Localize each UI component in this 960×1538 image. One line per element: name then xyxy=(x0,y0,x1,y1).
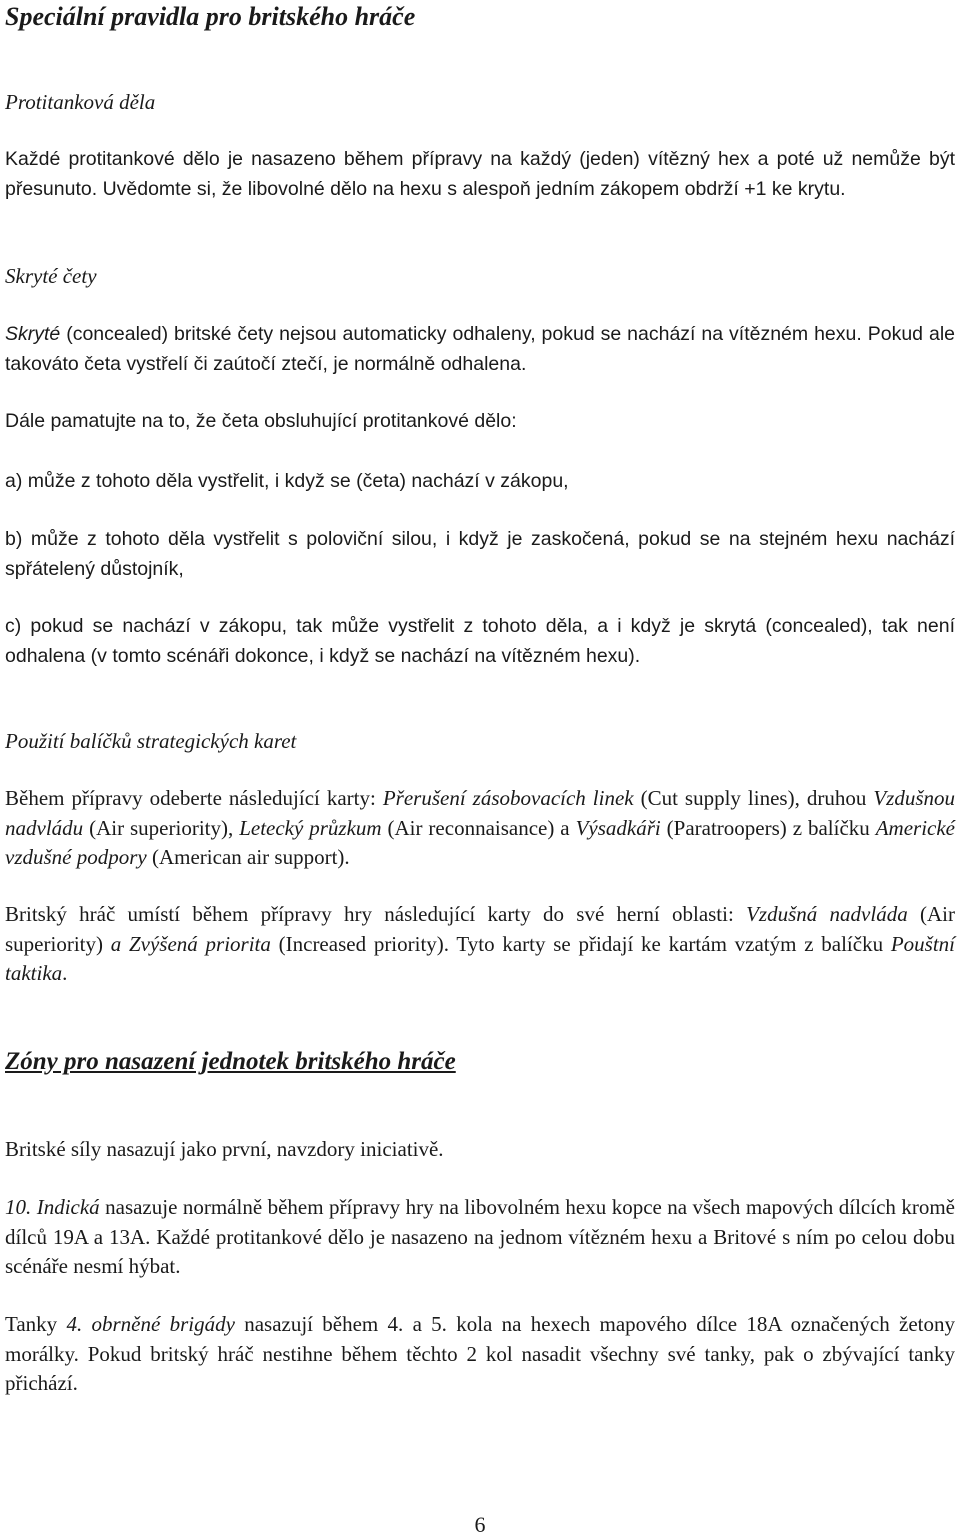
paragraph-at-guns: Každé protitankové dělo je nasazeno během přípravy na každý (jeden) vítězný hex a poté už nemůže být přesunuto. Uvědomte si, že libovolné dělo na hexu s alespoň jedním zákopem obdrží +1 ke krytu. xyxy=(5,148,955,200)
text-run: Během přípravy odeberte následující karty: xyxy=(5,786,383,810)
text-run: Britský hráč umístí během přípravy hry následující karty do své herní oblasti: xyxy=(5,902,747,926)
text-run: (Air reconnaisance) a xyxy=(381,815,576,840)
deck-name: Americké vzdušné podpory xyxy=(5,815,956,869)
concealed-text: (concealed) britské čety nejsou automaticky odhaleny, pokud se nachází na vítězném hexu. xyxy=(60,323,862,345)
paragraph-cards-remove xyxy=(5,784,955,873)
card-name: Vzdušnou nadvládu xyxy=(5,786,955,840)
concealed-term: Skryté xyxy=(5,323,61,345)
heading-concealed: Skryté čety xyxy=(5,264,97,288)
card-name: Přerušení zásobovacích linek xyxy=(382,786,634,810)
paragraph-zones-tanks xyxy=(5,1310,955,1399)
list-item-b: b) může z tohoto děla vystřelit s poloviční silou, i když je zaskočená, pokud se na stejném hexu nachází spřátelený důstojník, xyxy=(5,528,955,580)
text-run: . xyxy=(62,961,68,985)
card-name: Vzdušná nadvláda xyxy=(746,902,908,926)
text-run: nasazuje normálně během přípravy hry na libovolném hexu kopce na všech mapových dílcích kromě dílců 19A a 13A. Každé protitankové dělo je nasazeno na jednom vítězném hexu a Britové s ním po celou dobu scénáře nesmí hýbat. xyxy=(5,1195,955,1278)
heading-zones: Zóny pro nasazení jednotek britského hráče xyxy=(5,1048,456,1075)
paragraph-zones-intro: Britské síly nasazují jako první, navzdory iniciativě. xyxy=(5,1137,444,1161)
card-name: a Zvýšená priorita xyxy=(110,931,271,956)
text-run: (Increased priority). Tyto karty se přidají ke kartám vzatým z balíčku xyxy=(270,931,891,956)
paragraph-cards-add xyxy=(5,900,955,989)
card-name: Letecký průzkum xyxy=(239,815,382,840)
paragraph-zones-indian xyxy=(5,1193,955,1282)
paragraph-crew-rules: Dále pamatujte na to, že četa obsluhující protitankové dělo: xyxy=(5,410,517,432)
paragraph-concealed xyxy=(5,320,955,379)
heading-cards: Použití balíčků strategických karet xyxy=(5,729,297,753)
unit-name: 4. obrněné brigády xyxy=(66,1312,235,1336)
list-item-a: a) může z tohoto děla vystřelit, i když se (četa) nachází v zákopu, xyxy=(5,470,569,492)
heading-at-guns: Protitanková děla xyxy=(5,90,156,114)
list-item-c: c) pokud se nachází v zákopu, tak může vystřelit z tohoto děla, a i když je skrytá (concealed), tak není odhalena (v tomto scénáři dokonce, i když se nachází na vítězném hexu). xyxy=(5,615,955,667)
text-run: (Cut supply lines), druhou xyxy=(633,786,874,810)
text-run: Tanky xyxy=(5,1312,67,1336)
unit-name: 10. Indická xyxy=(5,1195,100,1219)
text-run: nasazují během 4. a 5. kola na hexech mapového dílce 18A označených žetony morálky. Pokud britský hráč nestihne během těchto 2 kol nasadit všechny své tanky, pak o zbývající tanky přichází. xyxy=(5,1312,955,1395)
page-number: 6 xyxy=(474,1512,486,1537)
text-run: (Air superiority), xyxy=(83,815,240,840)
page-title: Speciální pravidla pro britského hráče xyxy=(5,2,416,31)
card-name: Výsadkáři xyxy=(575,815,661,840)
concealed-reveal-text: Pokud ale takováto četa vystřelí či zaútočí ztečí, je normálně odhalena. xyxy=(5,323,955,375)
deck-name: Pouštní taktika xyxy=(5,931,955,985)
text-run: (Paratroopers) z balíčku xyxy=(660,815,876,840)
text-run: (American air support). xyxy=(146,845,350,869)
text-run: (Air superiority) xyxy=(5,902,955,956)
